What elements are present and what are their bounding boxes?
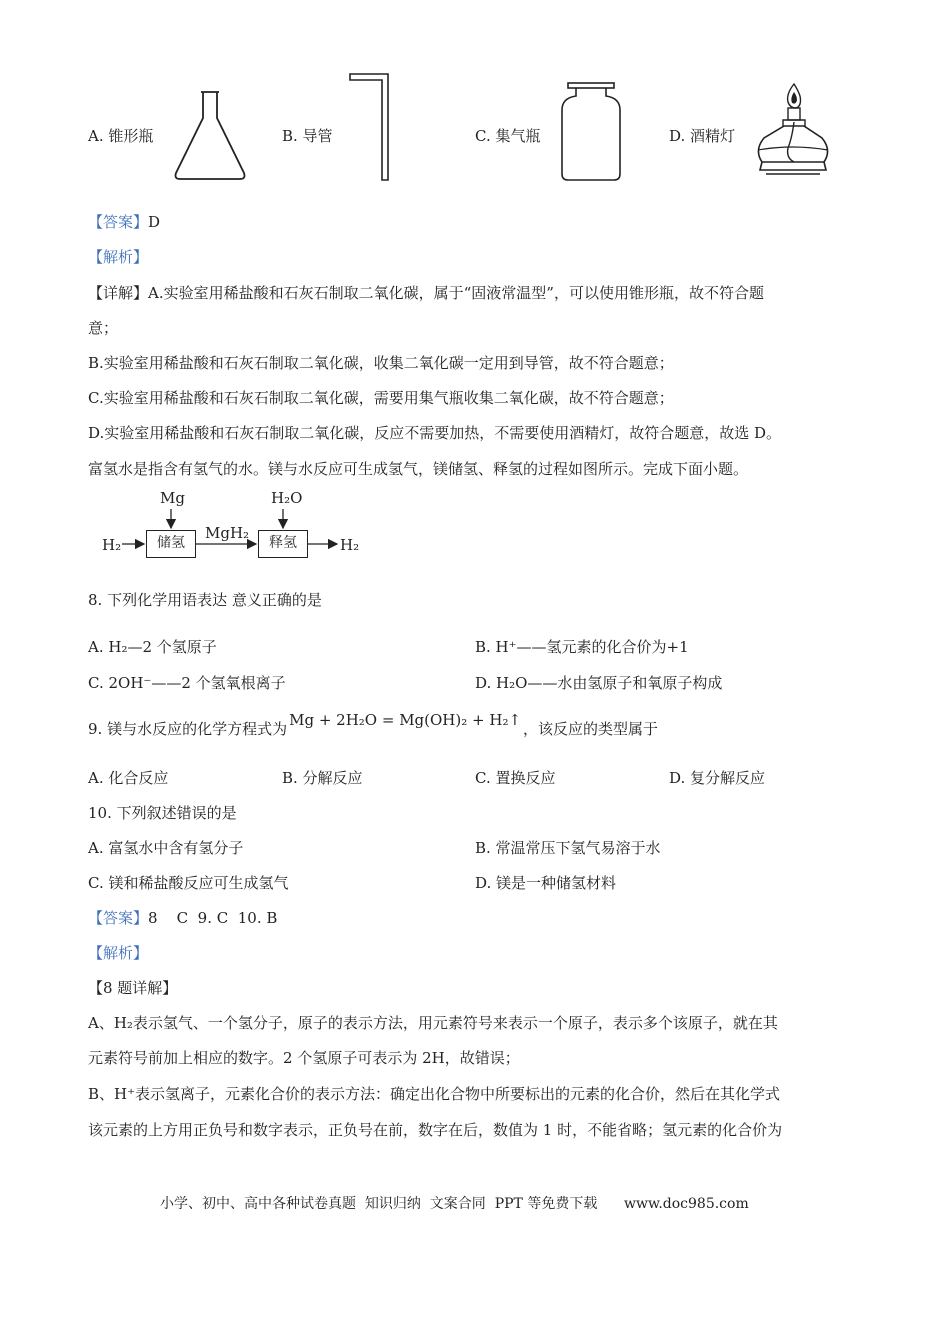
diagram-store-box: 储氢 (146, 530, 196, 558)
detail-line-2: B.实验室用稀盐酸和石灰石制取二氧化碳，收集二氧化碳一定用到导管，故不符合题意； (88, 354, 674, 372)
answers-line (88, 908, 277, 928)
detail-line-3: C.实验室用稀盐酸和石灰石制取二氧化碳，需要用集气瓶收集二氧化碳，故不符合题意； (88, 389, 674, 407)
detail-line-1b: 意； (88, 319, 119, 337)
q10-stem: 10. 下列叙述错误的是 (88, 804, 237, 822)
q9-option-a: A. 化合反应 (88, 769, 169, 787)
q8-detail-p1b: 元素符号前加上相应的数字。2 个氢原子可表示为 2H，故错误； (88, 1049, 520, 1067)
q8-option-c: C. 2OH⁻——2 个氢氧根离子 (88, 674, 286, 692)
q10-option-c: C. 镁和稀盐酸反应可生成氢气 (88, 874, 289, 892)
q9-option-c: C. 置换反应 (475, 769, 556, 787)
q8-detail-p2: B、H⁺表示氢离子，元素化合价的表示方法：确定出化合物中所要标出的元素的化合价，然后在其化学式 (88, 1085, 781, 1103)
q9-option-d: D. 复分解反应 (669, 769, 766, 787)
analysis-tag: 【解析】 (88, 248, 149, 266)
q8-stem: 8. 下列化学用语表达 意义正确的是 (88, 591, 322, 609)
answers-analysis-tag: 【解析】 (88, 944, 149, 962)
q8-detail-p2b: 该元素的上方用正负号和数字表示，正负号在前，数字在后，数值为 1 时，不能省略；氢元素的化合价为 (88, 1121, 783, 1139)
q8-detail-tag: 【8 题详解】 (88, 979, 178, 997)
detail-text-1: A.实验室用稀盐酸和石灰石制取二氧化碳，属于“固液常温型”，可以使用锥形瓶，故不符合题 (148, 284, 764, 302)
answer-tag: 【答案】 (88, 213, 149, 231)
q8-option-b: B. H⁺——氢元素的化合价为+1 (475, 638, 689, 656)
diagram-h2-in: H₂ (102, 536, 122, 554)
option-a-label: A. 锥形瓶 (88, 127, 154, 145)
detail-line-4: D.实验室用稀盐酸和石灰石制取二氧化碳，反应不需要加热，不需要使用酒精灯，故符合题意，故选 D。 (88, 424, 782, 442)
option-c-label: C. 集气瓶 (475, 127, 541, 145)
q9-equation: Mg + 2H₂O = Mg(OH)₂ + H₂↑ (289, 711, 522, 729)
q10-option-d: D. 镁是一种储氢材料 (475, 874, 617, 892)
q10-option-b: B. 常温常压下氢气易溶于水 (475, 839, 661, 857)
q9-option-b: B. 分解反应 (282, 769, 363, 787)
q8-option-d: D. H₂O——水由氢原子和氧原子构成 (475, 674, 723, 692)
diagram-h2-out: H₂ (340, 536, 360, 554)
answers-text: 8 C 9. C 10. B (148, 909, 278, 927)
intro-text: 富氢水是指含有氢气的水。镁与水反应可生成氢气，镁储氢、释氢的过程如图所示。完成下面小题。 (88, 460, 749, 478)
q10-option-a: A. 富氢水中含有氢分子 (88, 839, 244, 857)
q9-stem-pre: 9. 镁与水反应的化学方程式为 (88, 720, 288, 738)
answers-tag: 【答案】 (88, 909, 149, 927)
q8-option-a: A. H₂—2 个氢原子 (88, 638, 217, 656)
diagram-mgh2: MgH₂ (205, 524, 250, 542)
diagram-release-box: 释氢 (258, 530, 308, 558)
answer-value: D (148, 213, 161, 231)
page-footer: 小学、初中、高中各种试卷真题 知识归纳 文案合同 PPT 等免费下载 www.doc985.com (160, 1196, 749, 1212)
q8-detail-p1: A、H₂表示氢气、一个氢分子，原子的表示方法，用元素符号来表示一个原子，表示多个该原子，就在其 (88, 1014, 778, 1032)
q9-stem-post: ，该反应的类型属于 (523, 720, 659, 738)
detail-tag: 【详解】 (88, 284, 149, 302)
diagram-h2o: H₂O (271, 489, 303, 507)
q9-stem (88, 711, 659, 739)
diagram-mg: Mg (160, 489, 185, 507)
diagram-arrows (0, 0, 950, 600)
option-d-label: D. 酒精灯 (669, 127, 736, 145)
option-b-label: B. 导管 (282, 127, 333, 145)
